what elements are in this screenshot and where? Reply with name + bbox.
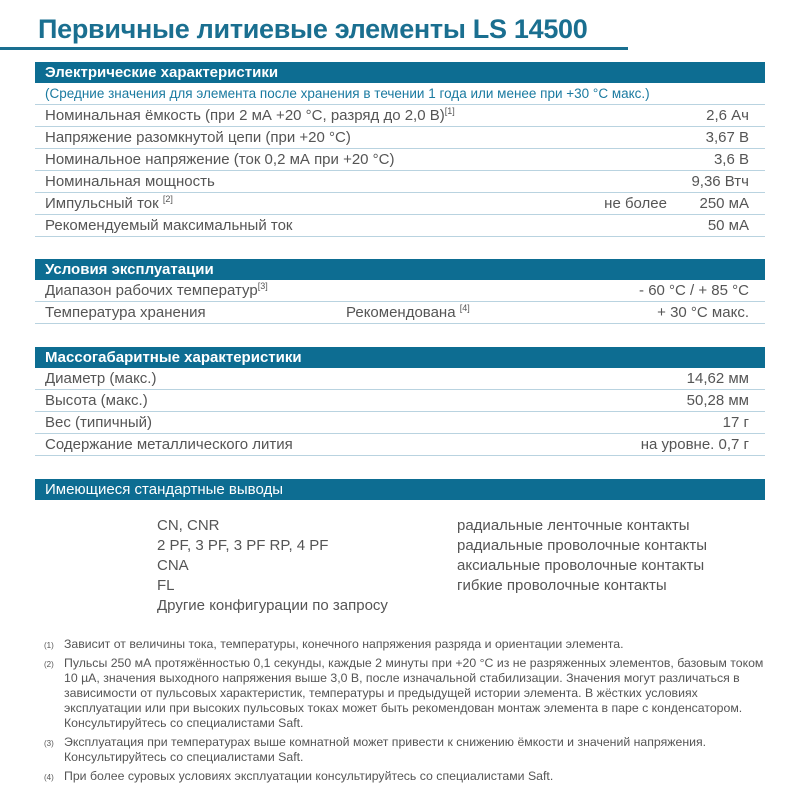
footnote-number: (4) xyxy=(44,773,54,782)
footnote xyxy=(44,769,774,784)
footnote-text: При более суровых условиях эксплуатации консультируйтесь со специалистами Saft. xyxy=(64,769,554,783)
table-row xyxy=(35,105,765,127)
operating-section xyxy=(35,259,765,324)
row-label: Высота (макс.) xyxy=(45,392,148,409)
row-value: + 30 °C макс. xyxy=(657,304,749,321)
table-row xyxy=(35,149,765,171)
termination-description: аксиальные проволочные контакты xyxy=(457,557,705,574)
row-value: 9,36 Втч xyxy=(691,173,749,190)
qualifier-text: не более xyxy=(604,195,667,212)
footnote-number: (1) xyxy=(44,641,54,650)
row-label: Номинальная ёмкость (при 2 мА +20 °C, разряд до 2,0 В) xyxy=(45,107,445,124)
footnote xyxy=(44,637,774,652)
section-header: Условия эксплуатации xyxy=(35,259,765,280)
footnote-ref: [1] xyxy=(444,106,455,116)
footnote-text: Зависит от величины тока, температуры, конечного напряжения разряда и ориентации элемента. xyxy=(64,637,624,651)
row-label: Номинальная мощность xyxy=(45,173,215,190)
table-row xyxy=(35,127,765,149)
row-value: 17 г xyxy=(722,414,749,431)
row-label: Температура хранения xyxy=(45,304,206,321)
physical-section xyxy=(35,347,765,456)
table-row xyxy=(35,171,765,193)
qualifier-text: Рекомендована xyxy=(346,304,460,321)
row-label: Диаметр (макс.) xyxy=(45,370,157,387)
termination-description: гибкие проволочные контакты xyxy=(457,577,667,594)
table-row xyxy=(35,302,765,324)
row-label: Напряжение разомкнутой цепи (при +20 °C) xyxy=(45,129,351,146)
row-label: Импульсный ток xyxy=(45,195,163,212)
termination-description: радиальные ленточные контакты xyxy=(457,517,690,534)
termination-code: CN, CNR xyxy=(157,517,220,534)
table-row xyxy=(35,368,765,390)
section-header: Имеющиеся стандартные выводы xyxy=(35,479,765,500)
row-value: 250 мА xyxy=(699,195,749,212)
row-value: 50,28 мм xyxy=(686,392,749,409)
section-subtitle: (Средние значения для элемента после хранения в течении 1 года или менее при +30 °C макс.) xyxy=(35,83,765,105)
table-row xyxy=(35,390,765,412)
footnote-ref: [2] xyxy=(162,194,173,204)
section-header: Массогабаритные характеристики xyxy=(35,347,765,368)
footnote-text: Пульсы 250 мА протяжённостью 0,1 секунды, каждые 2 минуты при +20 °C из не разряженных элементов, базовым током 10 µA, значения выходного напряжения выше 3,0 В, после изначальной стабилизации. Значения могут различаться в зависимости от пульсовых характеристик, температуры и предыдущей истории элемента. В жёстких условиях эксплуатации или при высоких пульсовых токах может быть рекомендован монтаж элемента в паре с конденсатором. Консультируйтесь со специалистами Saft. xyxy=(64,656,764,730)
termination-code: Другие конфигурации по запросу xyxy=(157,597,388,614)
section-header: Электрические характеристики xyxy=(35,62,765,83)
termination-code: CNA xyxy=(157,557,189,574)
table-row xyxy=(35,193,765,215)
termination-code: FL xyxy=(157,577,175,594)
row-label: Номинальное напряжение (ток 0,2 мА при +20 °C) xyxy=(45,151,395,168)
row-label: Рекомендуемый максимальный ток xyxy=(45,217,293,234)
footnote-ref: [3] xyxy=(257,281,268,291)
title-underline xyxy=(0,47,628,50)
row-value: 3,6 В xyxy=(713,151,749,168)
row-label: Диапазон рабочих температур xyxy=(45,282,258,299)
termination-code: 2 PF, 3 PF, 3 PF RP, 4 PF xyxy=(157,537,329,554)
row-label: Содержание металлического лития xyxy=(45,436,293,453)
table-row xyxy=(35,280,765,302)
row-value: 2,6 Ач xyxy=(706,107,749,124)
table-row xyxy=(35,215,765,237)
table-row xyxy=(35,434,765,456)
footnote xyxy=(44,656,774,731)
row-value: 3,67 В xyxy=(705,129,749,146)
terminations-section xyxy=(35,479,765,500)
row-value: на уровне. 0,7 г xyxy=(640,436,749,453)
table-row xyxy=(35,412,765,434)
footnote xyxy=(44,735,774,765)
page-title: Первичные литиевые элементы LS 14500 xyxy=(38,14,588,44)
footnote-ref: [4] xyxy=(459,303,470,313)
footnotes xyxy=(44,637,774,788)
row-qualifier xyxy=(604,193,667,214)
row-label: Вес (типичный) xyxy=(45,414,153,431)
footnote-text: Эксплуатация при температурах выше комнатной может привести к снижению ёмкости и значений напряжения. Консультируйтесь со специалистами Saft. xyxy=(64,735,707,764)
footnote-number: (2) xyxy=(44,660,54,669)
row-value: 14,62 мм xyxy=(686,370,749,387)
footnote-number: (3) xyxy=(44,739,54,748)
row-value: 50 мА xyxy=(707,217,749,234)
row-value: - 60 °C / + 85 °C xyxy=(639,282,749,299)
row-qualifier xyxy=(346,302,470,323)
termination-descriptions xyxy=(457,516,707,596)
termination-codes xyxy=(157,516,388,616)
termination-description: радиальные проволочные контакты xyxy=(457,537,708,554)
electrical-section xyxy=(35,62,765,237)
